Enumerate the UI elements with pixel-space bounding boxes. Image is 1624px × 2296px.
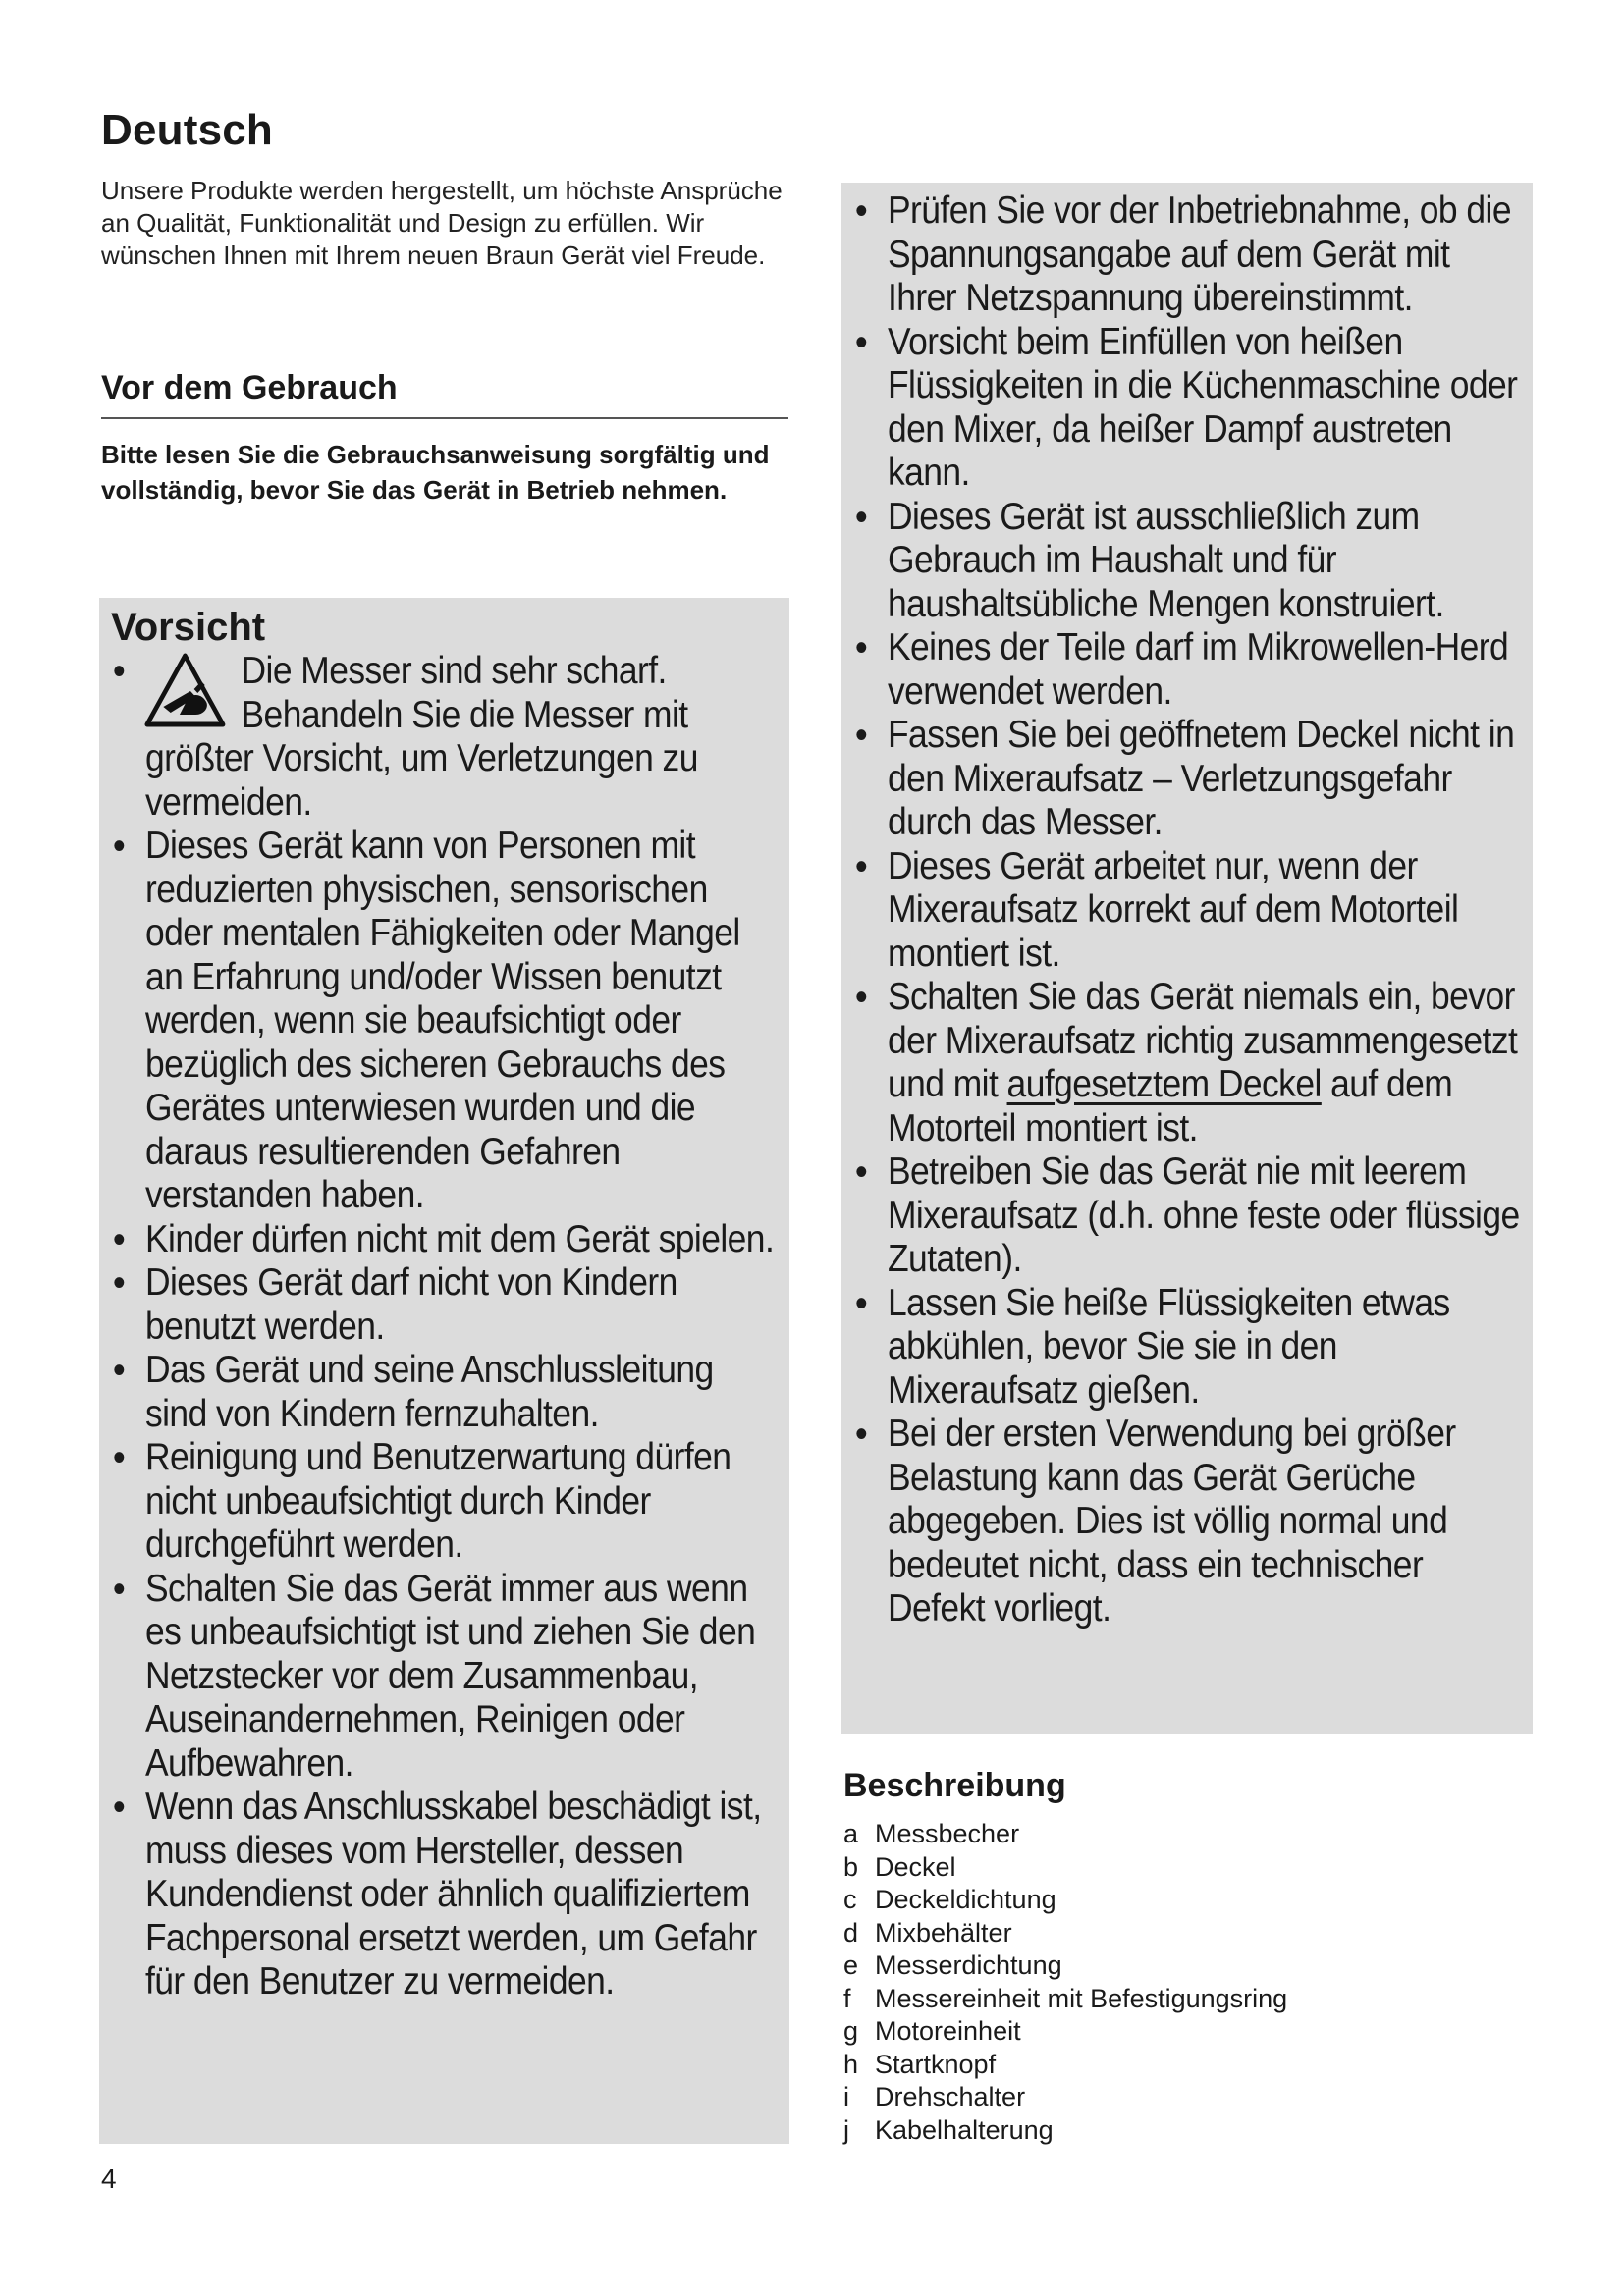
part-letter: h — [843, 2049, 859, 2079]
part-letter: f — [843, 1983, 851, 2013]
caution-list-left — [111, 650, 775, 2004]
part-item — [843, 1983, 1287, 2016]
part-letter: j — [843, 2114, 849, 2145]
knife-warning-item — [111, 650, 775, 825]
knife-warning-text: Die Messer sind sehr scharf. Behandeln Sie die Messer mit — [241, 650, 688, 736]
caution-item: • Lassen Sie heiße Flüssigkeiten etwas abkühlen, bevor Sie sie in den Mixeraufsatz gießen. — [853, 1282, 1522, 1414]
caution-item: • Das Gerät und seine Anschlussleitung sind von Kindern fernzuhalten. — [111, 1349, 775, 1436]
part-letter: b — [843, 1851, 859, 1882]
part-letter: c — [843, 1885, 857, 1914]
part-item — [843, 2081, 1287, 2114]
caution-item: • Dieses Gerät arbeitet nur, wenn der Mixeraufsatz korrekt auf dem Motorteil montiert ist. — [853, 845, 1522, 977]
caution-item: • Prüfen Sie vor der Inbetriebnahme, ob die Spannungsangabe auf dem Gerät mit Ihrer Netzspannung übereinstimmt. — [853, 189, 1522, 321]
caution-box-right — [841, 183, 1533, 1734]
description-heading: Beschreibung — [843, 1767, 1066, 1804]
switch-text-after: auf dem Motorteil montiert ist. — [887, 1063, 1453, 1149]
caution-item-switch — [853, 976, 1522, 1150]
section-divider — [101, 417, 788, 419]
part-item — [843, 1884, 1287, 1917]
part-name: Deckeldichtung — [875, 1885, 1056, 1914]
caution-list-right — [853, 189, 1522, 1631]
hand-knife-warning-icon — [143, 652, 227, 730]
parts-list — [843, 1818, 1287, 2147]
caution-item: • Betreiben Sie das Gerät nie mit leerem Mixeraufsatz (d.h. ohne feste oder flüssige Zutaten). — [853, 1150, 1522, 1282]
part-item — [843, 2114, 1287, 2148]
caution-item: • Keines der Teile darf im Mikrowellen-Herd verwendet werden. — [853, 626, 1522, 714]
caution-item: • Dieses Gerät kann von Personen mit reduzierten physischen, sensorischen oder mentalen Fähigkeiten oder Mangel an Erfahrung und/oder Wissen benutzt werden, wenn sie beaufsichtigt oder bezüglich des sicheren Gebrauchs des Gerätes unterwiesen wurden und die daraus resultierenden Gefahren verstanden haben. — [111, 825, 775, 1218]
part-item — [843, 1949, 1287, 1983]
part-letter: i — [843, 2082, 849, 2111]
caution-item: • Dieses Gerät darf nicht von Kindern benutzt werden. — [111, 1261, 775, 1349]
caution-item: • Wenn das Anschlusskabel beschädigt ist, muss dieses vom Hersteller, dessen Kundendienst oder ähnlich qualifiziertem Fachpersonal ersetzt werden, um Gefahr für den Benutzer zu vermeiden. — [111, 1786, 775, 2004]
read-instructions-notice: Bitte lesen Sie die Gebrauchsanweisung sorgfältig und vollständig, bevor Sie das Gerät in Betrieb nehmen. — [101, 440, 770, 505]
part-name: Drehschalter — [875, 2082, 1026, 2111]
part-name: Deckel — [875, 1851, 956, 1882]
caution-item: • Vorsicht beim Einfüllen von heißen Flüssigkeiten in die Küchenmaschine oder den Mixer, da heißer Dampf austreten kann. — [853, 321, 1522, 496]
part-letter: d — [843, 1917, 859, 1948]
part-name: Mixbehälter — [875, 1917, 1012, 1948]
part-letter: g — [843, 2016, 859, 2046]
part-item — [843, 1917, 1287, 1950]
part-item — [843, 2049, 1287, 2082]
caution-item: • Dieses Gerät ist ausschließlich zum Gebrauch im Haushalt und für haushaltsübliche Mengen konstruiert. — [853, 496, 1522, 627]
part-name: Messereinheit mit Befestigungsring — [875, 1983, 1288, 2013]
knife-warning-text-cont: größter Vorsicht, um Verletzungen zu vermeiden. — [144, 737, 698, 824]
part-name: Kabelhalterung — [875, 2114, 1054, 2145]
switch-text-before: Schalten Sie das Gerät niemals ein, bevor der Mixeraufsatz richtig zusammengesetzt und mit — [887, 976, 1518, 1105]
language-heading: Deutsch — [101, 106, 273, 154]
part-item — [843, 2015, 1287, 2049]
caution-title: Vorsicht — [111, 606, 266, 649]
switch-text-underlined: aufgesetztem Deckel — [1006, 1063, 1322, 1105]
caution-item: • Schalten Sie das Gerät immer aus wenn es unbeaufsichtigt ist und ziehen Sie den Netzstecker vor dem Zusammenbau, Auseinandernehmen, Reinigen oder Aufbewahren. — [111, 1568, 775, 1787]
part-letter: a — [843, 1819, 859, 1848]
caution-item: • Bei der ersten Verwendung bei größer Belastung kann das Gerät Gerüche abgegeben. Dies ist völlig normal und bedeutet nicht, dass ein technischer Defekt vorliegt. — [853, 1413, 1522, 1631]
part-name: Motoreinheit — [875, 2016, 1021, 2046]
intro-text: Unsere Produkte werden hergestellt, um höchste Ansprüche an Qualität, Funktionalität und Design zu erfüllen. Wir wünschen Ihnen mit Ihrem neuen Braun Gerät viel Freude. — [101, 176, 783, 270]
part-item — [843, 1818, 1287, 1851]
part-name: Messbecher — [875, 1819, 1020, 1848]
caution-item: • Fassen Sie bei geöffnetem Deckel nicht in den Mixeraufsatz – Verletzungsgefahr durch das Messer. — [853, 714, 1522, 845]
part-item — [843, 1851, 1287, 1885]
part-name: Startknopf — [875, 2049, 997, 2079]
caution-item: • Reinigung und Benutzerwartung dürfen nicht unbeaufsichtigt durch Kinder durchgeführt werden. — [111, 1436, 775, 1568]
part-letter: e — [843, 1950, 859, 1980]
part-name: Messerdichtung — [875, 1950, 1062, 1980]
caution-item: • Kinder dürfen nicht mit dem Gerät spielen. — [111, 1218, 775, 1262]
caution-box-left — [99, 598, 789, 2144]
page-number: 4 — [101, 2163, 117, 2194]
pre-use-heading: Vor dem Gebrauch — [101, 369, 398, 406]
